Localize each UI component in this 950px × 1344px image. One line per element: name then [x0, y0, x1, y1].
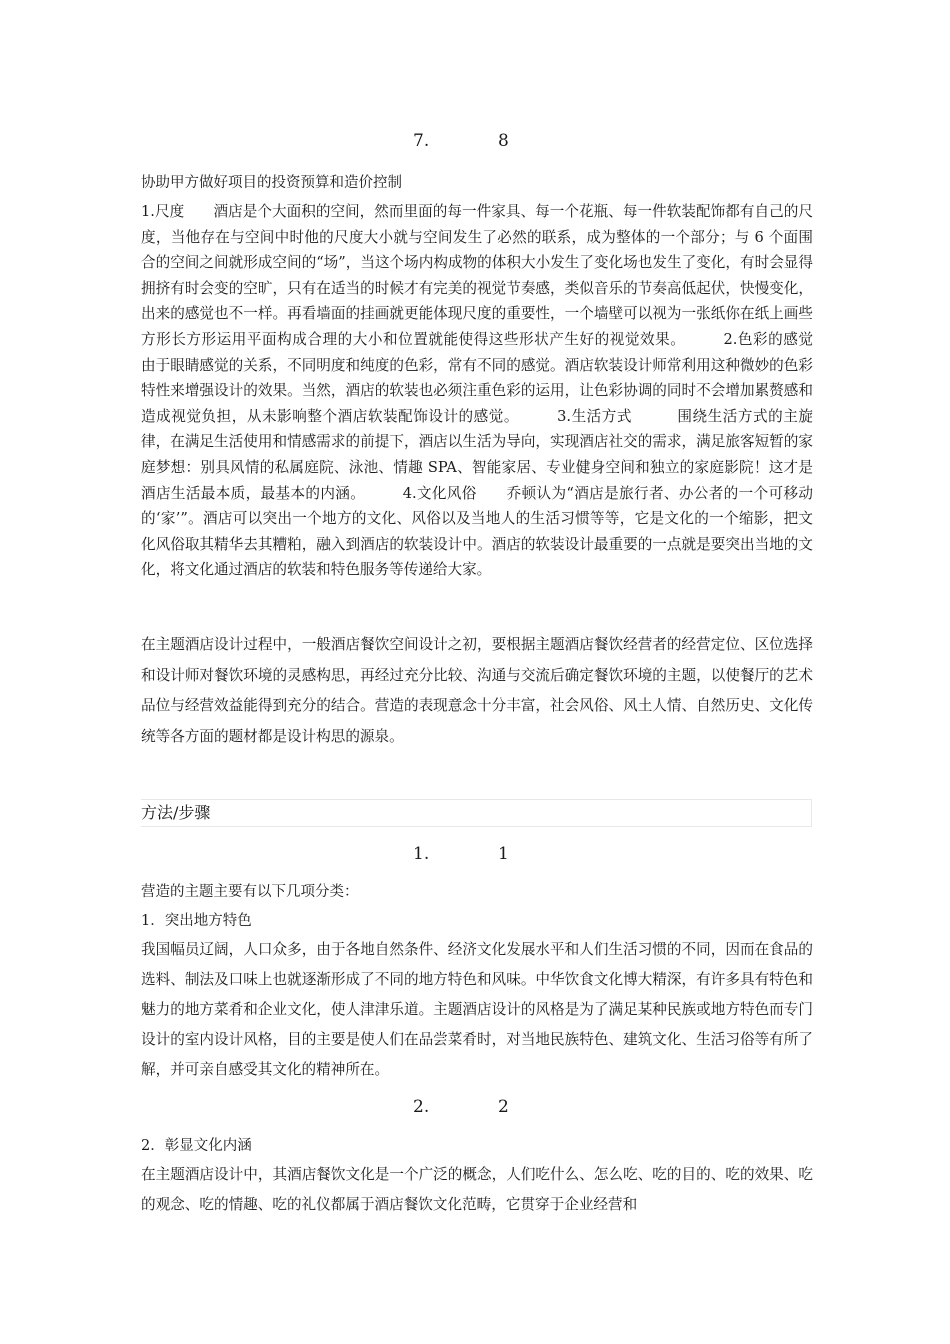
- intro-line: 协助甲方做好项目的投资预算和造价控制: [141, 175, 402, 191]
- section-title: 方法/步骤: [141, 799, 812, 827]
- step-number: 7.: [413, 131, 430, 151]
- step-image-index: 2: [498, 1097, 509, 1117]
- step-number: 1.: [413, 844, 430, 864]
- step-image-index: 8: [498, 131, 509, 151]
- heading-cultural-connotation: 2．彰显文化内涵: [141, 1138, 252, 1154]
- step-number: 2.: [413, 1097, 430, 1117]
- classification-lead: 营造的主题主要有以下几项分类：: [141, 884, 359, 900]
- heading-local-features: 1．突出地方特色: [141, 913, 252, 929]
- step-number-row: [141, 131, 813, 155]
- paragraph-local-features: 我国幅员辽阔，人口众多，由于各地自然条件、经济文化发展水平和人们生活习惯的不同，因而在食品的选料、制法及口味上也就逐渐形成了不同的地方特色和风味。中华饮食文化博大精深，有许多具有特色和魅力的地方菜肴和企业文化，使人津津乐道。主题酒店设计的风格是为了满足某种民族或地方特色而专门设计的室内设计风格，目的主要是使人们在品尝菜肴时，对当地民族特色、建筑文化、生活习俗等有所了解，并可亲自感受其文化的精神所在。: [141, 941, 813, 1078]
- paragraph-theme-design: 在主题酒店设计过程中，一般酒店餐饮空间设计之初，要根据主题酒店餐饮经营者的经营定位、区位选择和设计师对餐饮环境的灵感构思，再经过充分比较、沟通与交流后确定餐饮环境的主题，以使餐厅的艺术品位与经营效益能得到充分的结合。营造的表现意念十分丰富，社会风俗、风土人情、自然历史、文化传统等各方面的题材都是设计构思的源泉。: [141, 636, 813, 745]
- step-image-index: 1: [498, 844, 509, 864]
- paragraph-scale-color-lifestyle-culture: 1.尺度 酒店是个大面积的空间，然而里面的每一件家具、每一个花瓶、每一件软装配饰都有自己的尺度，当他存在与空间中时他的尺度大小就与空间发生了必然的联系，成为整体的一个部分；与 6 个面围合的空间之间就形成空间的“场”，当这个场内构成物的体积大小发生了变化场也发生了变化，有时会显得拥挤有时会变的空旷，只有在适当的时候才有完美的视觉节奏感，类似音乐的节奏高低起伏，快慢变化，出来的感觉也不一样。再看墙面的挂画就更能体现尺度的重要性，一个墙壁可以视为一张纸你在纸上画些方形长方形运用平面构成合理的大小和位置就能使得这些形状产生好的视觉效果。 2.色彩的感觉 由于眼睛感觉的关系，不同明度和纯度的色彩，常有不同的感觉。酒店软装设计师常利用这种微妙的色彩特性来增强设计的效果。当然，酒店的软装也必须注重色彩的运用，让色彩协调的同时不会增加累赘感和造成视觉负担，从未影响整个酒店软装配饰设计的感觉。 3.生活方式 围绕生活方式的主旋律，在满足生活使用和情感需求的前提下，酒店以生活为导向，实现酒店社交的需求，满足旅客短暂的家庭梦想：别具风情的私属庭院、泳池、情趣 SPA、智能家居、专业健身空间和独立的家庭影院！这才是酒店生活最本质，最基本的内涵。 4.文化风俗 乔顿认为“酒店是旅行者、办公者的一个可移动的‘家’”。酒店可以突出一个地方的文化、风俗以及当地人的生活习惯等等，它是文化的一个缩影，把文化风俗取其精华去其糟粕，融入到酒店的软装设计中。酒店的软装设计最重要的一点就是要突出当地的文化，将文化通过酒店的软装和特色服务等传递给大家。: [141, 203, 872, 579]
- step-number-row: [141, 1097, 813, 1121]
- paragraph-cultural-connotation: 在主题酒店设计中，其酒店餐饮文化是一个广泛的概念，人们吃什么、怎么吃、吃的目的、吃的效果、吃的观念、吃的情趣、吃的礼仪都属于酒店餐饮文化范畴，它贯穿于企业经营和: [141, 1166, 813, 1213]
- step-number-row: [141, 844, 813, 868]
